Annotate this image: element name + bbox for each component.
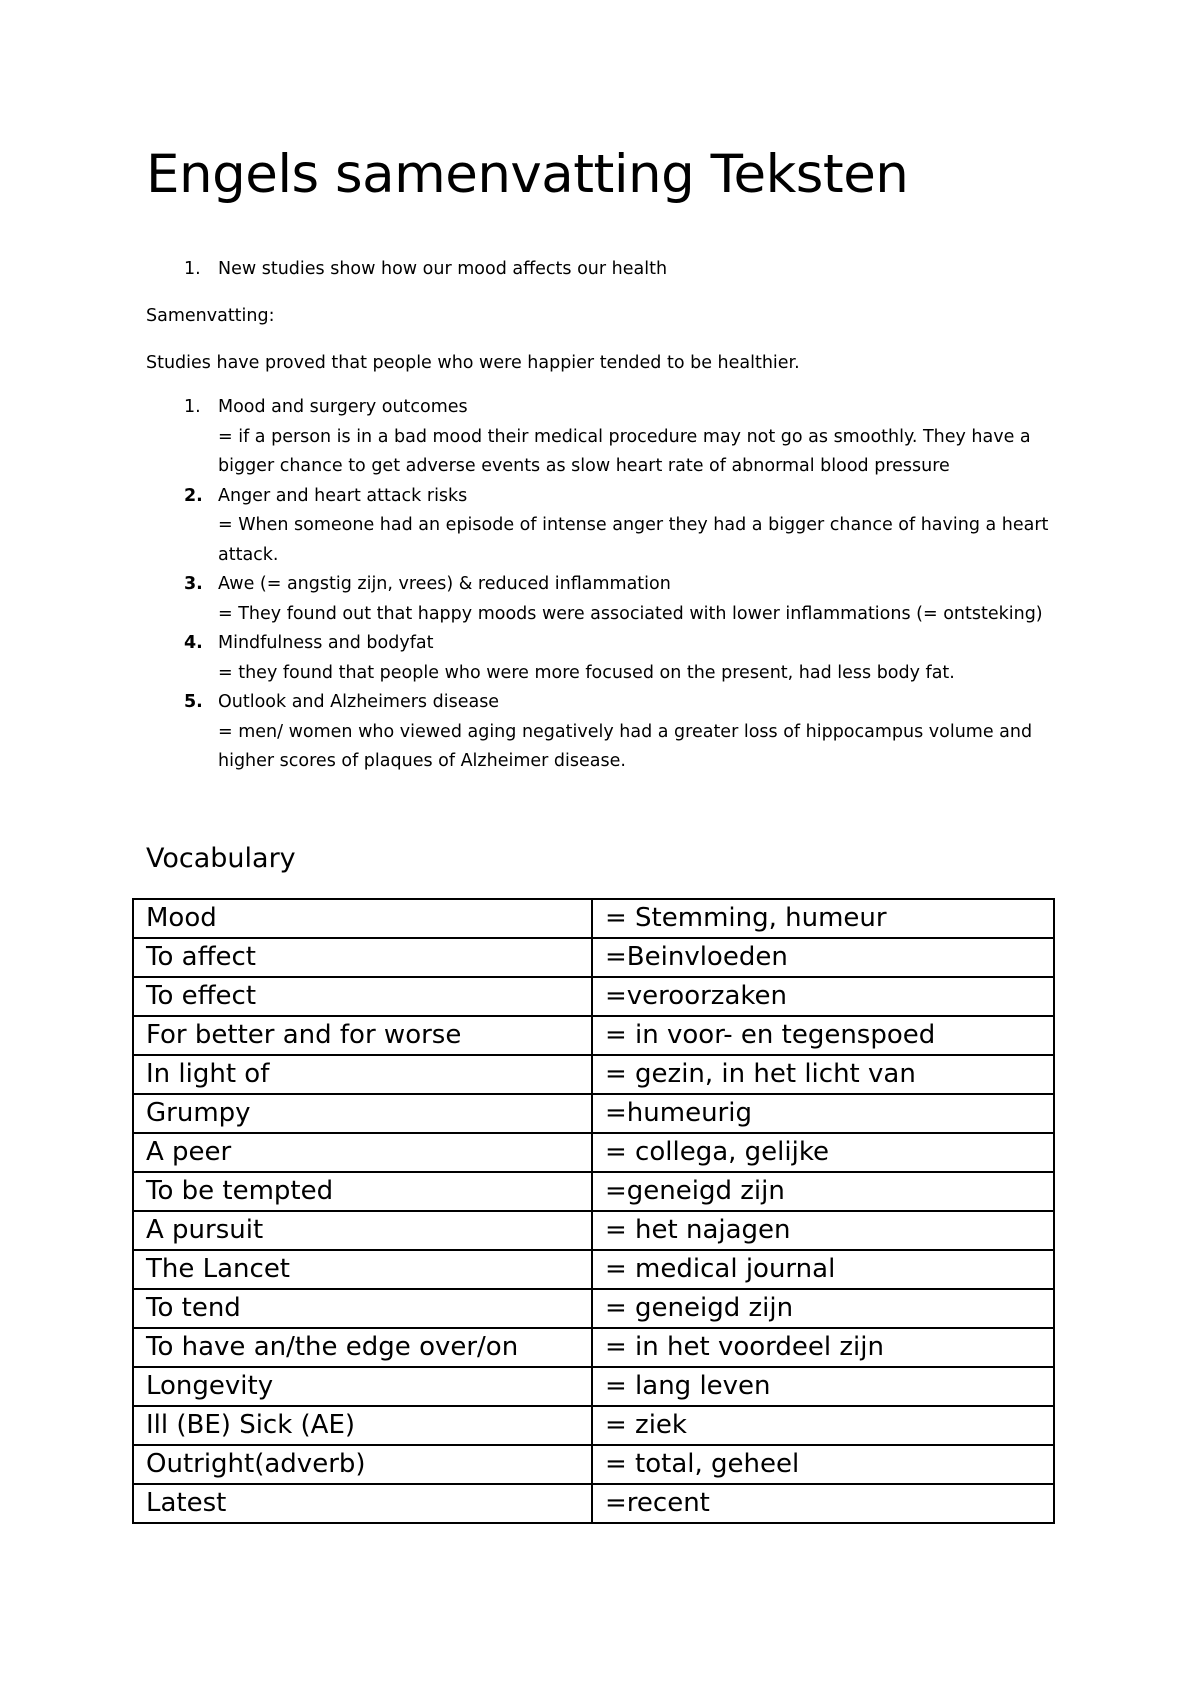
vocab-translation: = lang leven <box>592 1367 1054 1406</box>
vocab-translation: = Stemming, humeur <box>592 899 1054 938</box>
vocab-term: Longevity <box>133 1367 592 1406</box>
table-row <box>133 1094 1054 1133</box>
vocab-translation: = het najagen <box>592 1211 1054 1250</box>
vocab-translation: = collega, gelijke <box>592 1133 1054 1172</box>
vocab-translation: =recent <box>592 1484 1054 1523</box>
table-row <box>133 1328 1054 1367</box>
table-row <box>133 977 1054 1016</box>
finding-item <box>146 688 1076 777</box>
intro-text: New studies show how our mood affects our health <box>218 259 668 279</box>
table-row <box>133 1133 1054 1172</box>
finding-description: = When someone had an episode of intense anger they had a bigger chance of having a heart attack. <box>218 515 1049 565</box>
finding-description: = men/ women who viewed aging negatively had a greater loss of hippocampus volume and higher scores of plaques of Alzheimer disease. <box>218 721 1033 771</box>
finding-number: 2. <box>184 485 203 506</box>
vocab-term: Mood <box>133 899 592 938</box>
finding-heading: Mood and surgery outcomes <box>218 397 468 417</box>
vocab-term: Latest <box>133 1484 592 1523</box>
vocab-translation: = gezin, in het licht van <box>592 1055 1054 1094</box>
vocab-term: To be tempted <box>133 1172 592 1211</box>
finding-heading: Outlook and Alzheimers disease <box>218 692 500 712</box>
vocab-translation: = total, geheel <box>592 1445 1054 1484</box>
finding-number: 1. <box>184 397 201 417</box>
vocab-translation: =veroorzaken <box>592 977 1054 1016</box>
vocab-translation: =Beinvloeden <box>592 938 1054 977</box>
vocab-term: For better and for worse <box>133 1016 592 1055</box>
table-row <box>133 1211 1054 1250</box>
finding-description: = They found out that happy moods were associated with lower inflammations (= ontsteking) <box>218 603 1043 624</box>
finding-description: = they found that people who were more focused on the present, had less body fat. <box>218 662 955 683</box>
vocab-term: The Lancet <box>133 1250 592 1289</box>
vocab-term: A peer <box>133 1133 592 1172</box>
vocab-translation: =humeurig <box>592 1094 1054 1133</box>
findings-list <box>146 393 1076 777</box>
table-row <box>133 1289 1054 1328</box>
finding-item <box>146 482 1076 571</box>
table-row <box>133 1016 1054 1055</box>
intro-number: 1. <box>184 259 201 279</box>
finding-number: 4. <box>184 633 203 653</box>
vocab-term: To effect <box>133 977 592 1016</box>
table-row <box>133 938 1054 977</box>
table-row <box>133 1484 1054 1523</box>
finding-heading: Anger and heart attack risks <box>218 485 468 506</box>
finding-number: 5. <box>184 692 203 712</box>
summary-label: Samenvatting: <box>146 306 275 326</box>
vocab-term: Grumpy <box>133 1094 592 1133</box>
finding-heading: Awe (= angstig zijn, vrees) & reduced inflammation <box>218 574 671 594</box>
finding-item <box>146 393 1076 482</box>
table-row <box>133 1055 1054 1094</box>
vocab-term: Outright(adverb) <box>133 1445 592 1484</box>
vocab-translation: = geneigd zijn <box>592 1289 1054 1328</box>
finding-number: 3. <box>184 574 203 594</box>
vocabulary-table <box>132 898 1055 1524</box>
vocab-term: In light of <box>133 1055 592 1094</box>
vocab-term: Ill (BE) Sick (AE) <box>133 1406 592 1445</box>
finding-description: = if a person is in a bad mood their medical procedure may not go as smoothly. They have a bigger chance to get adverse events as slow heart rate of abnormal blood pressure <box>218 426 1031 476</box>
vocab-translation: = in het voordeel zijn <box>592 1328 1054 1367</box>
table-row <box>133 899 1054 938</box>
intro-list <box>146 255 667 285</box>
vocab-translation: = medical journal <box>592 1250 1054 1289</box>
table-row <box>133 1250 1054 1289</box>
vocab-translation: = in voor- en tegenspoed <box>592 1016 1054 1055</box>
vocab-translation: =geneigd zijn <box>592 1172 1054 1211</box>
finding-item <box>146 570 1076 629</box>
vocab-term: A pursuit <box>133 1211 592 1250</box>
intro-item <box>146 255 667 285</box>
vocabulary-heading: Vocabulary <box>146 843 296 874</box>
vocab-term: To have an/the edge over/on <box>133 1328 592 1367</box>
vocab-translation: = ziek <box>592 1406 1054 1445</box>
finding-item <box>146 629 1076 688</box>
summary-text: Studies have proved that people who were happier tended to be healthier. <box>146 353 800 373</box>
document-title: Engels samenvatting Teksten <box>146 144 909 205</box>
table-row <box>133 1406 1054 1445</box>
finding-heading: Mindfulness and bodyfat <box>218 633 434 653</box>
table-row <box>133 1367 1054 1406</box>
table-row <box>133 1445 1054 1484</box>
vocab-term: To affect <box>133 938 592 977</box>
vocab-term: To tend <box>133 1289 592 1328</box>
table-row <box>133 1172 1054 1211</box>
